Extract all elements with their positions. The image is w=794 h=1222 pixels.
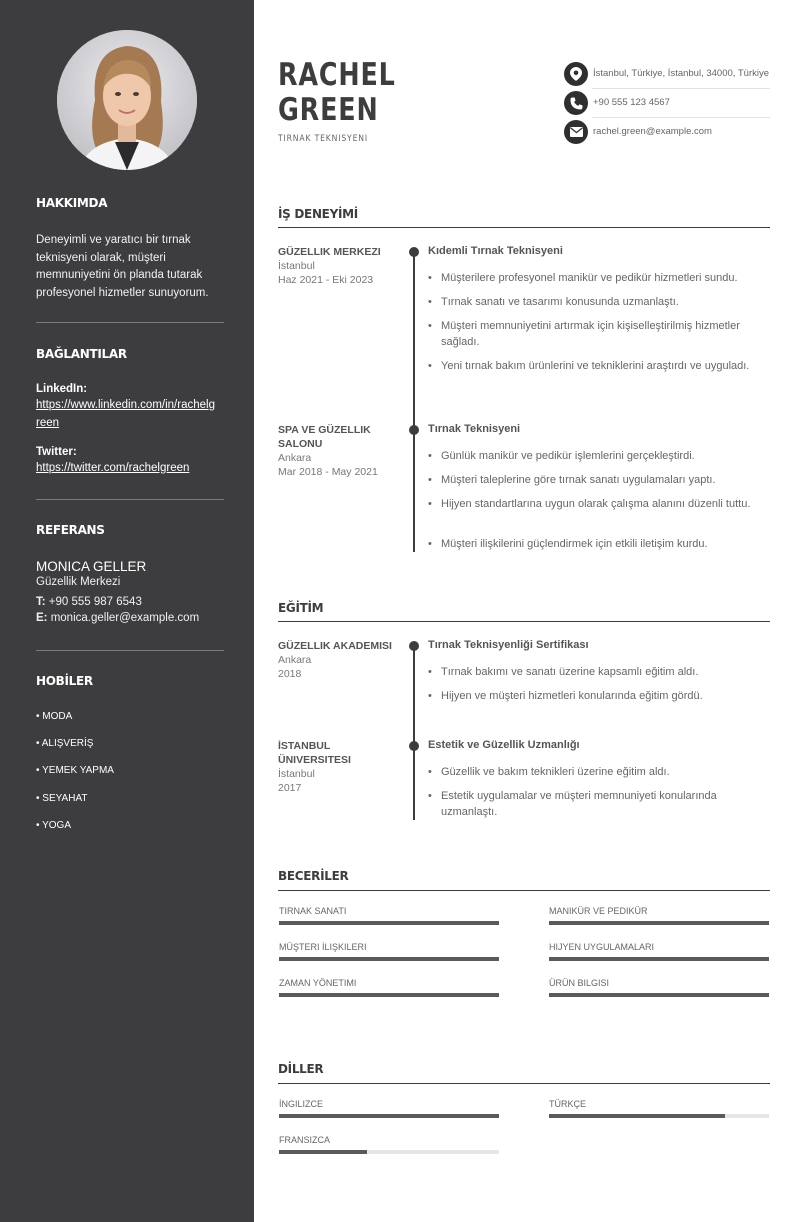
org-name: İSTANBUL ÜNIVERSITESI xyxy=(278,740,351,766)
portrait-photo-icon xyxy=(57,30,197,170)
last-name: GREEN xyxy=(278,92,379,128)
skill-bar xyxy=(279,993,499,997)
skills-heading: BECERİLER xyxy=(278,869,349,883)
org-city: İstanbul xyxy=(278,768,315,780)
about-text: Deneyimli ve yaratıcı bir tırnak teknisyeni olarak, müşteri memnuniyetini ön planda tutarak profesyonel hizmetler sunuyorum. xyxy=(36,234,209,299)
bullet-item: • Günlük manikür ve pedikür işlemlerini gerçekleştirdi. xyxy=(428,448,770,464)
contact-divider xyxy=(592,88,770,89)
role-title: Tırnak Teknisyeni xyxy=(428,423,521,435)
skill-label: TIRNAK SANATI xyxy=(279,906,347,916)
org-dates: Mar 2018 - May 2021 xyxy=(278,466,378,478)
section-rule xyxy=(278,890,770,891)
bullet-item: • Yeni tırnak bakım ürünlerini ve tekniklerini araştırdı ve uyguladı. xyxy=(428,358,770,374)
linkedin-block xyxy=(36,383,218,431)
skill-label: MÜŞTERI İLIŞKILERI xyxy=(279,942,367,952)
twitter-label: Twitter: xyxy=(36,446,77,458)
contact-address xyxy=(564,62,770,86)
sidebar xyxy=(0,0,254,1222)
contact-divider xyxy=(592,117,770,118)
skill-bar-fill xyxy=(549,957,769,961)
org-dates: Haz 2021 - Eki 2023 xyxy=(278,274,374,286)
hobby-item: • YEMEK YAPMA xyxy=(36,765,114,776)
language-bar-fill xyxy=(549,1114,725,1118)
skill-bar-fill xyxy=(279,993,499,997)
skill-bar-fill xyxy=(549,921,769,925)
timeline-dot xyxy=(409,425,419,435)
job-title: TIRNAK TEKNISYENI xyxy=(278,134,368,144)
twitter-block xyxy=(36,446,226,476)
org-city: Ankara xyxy=(278,452,312,464)
role-title: Kıdemli Tırnak Teknisyeni xyxy=(428,245,563,257)
language-bar xyxy=(279,1150,499,1154)
divider xyxy=(36,499,224,500)
phone-text: +90 555 123 4567 xyxy=(593,97,670,108)
hobby-item: • MODA xyxy=(36,711,73,722)
skill-bar-fill xyxy=(279,921,499,925)
timeline-line xyxy=(413,645,415,820)
reference-phone xyxy=(36,594,226,610)
hobby-item: • SEYAHAT xyxy=(36,793,88,804)
skill-bar xyxy=(549,993,769,997)
phone-label: T: xyxy=(36,596,46,608)
timeline-line xyxy=(413,252,415,552)
section-rule xyxy=(278,621,770,622)
degree-title: Tırnak Teknisyenliği Sertifikası xyxy=(428,639,589,651)
bullet-item: • Müşteri ilişkilerini güçlendirmek için etkili iletişim kurdu. xyxy=(428,536,770,552)
envelope-icon xyxy=(564,120,588,144)
linkedin-label: LinkedIn: xyxy=(36,383,88,395)
reference-heading: REFERANS xyxy=(36,523,105,537)
reference-email xyxy=(36,610,226,626)
skill-label: ÜRÜN BILGISI xyxy=(549,978,610,988)
bullet-item: • Estetik uygulamalar ve müşteri memnuniyeti konularında uzmanlaştı. xyxy=(428,788,770,820)
timeline-dot xyxy=(409,641,419,651)
location-pin-icon xyxy=(564,62,588,86)
bullet-item: • Güzellik ve bakım teknikleri üzerine eğitim aldı. xyxy=(428,764,770,780)
education-heading: EĞİTİM xyxy=(278,601,324,615)
language-label: İNGILIZCE xyxy=(279,1099,324,1109)
contact-phone xyxy=(564,91,770,115)
section-rule xyxy=(278,227,770,228)
language-label: TÜRKÇE xyxy=(549,1099,587,1109)
twitter-link[interactable]: https://twitter.com/rachelgreen xyxy=(36,462,190,474)
bullet-item: • Müşterilere profesyonel manikür ve pedikür hizmetleri sundu. xyxy=(428,270,770,286)
bullet-item: • Tırnak sanatı ve tasarımı konusunda uzmanlaştı. xyxy=(428,294,770,310)
phone-icon xyxy=(564,91,588,115)
skill-label: MANIKÜR VE PEDIKÜR xyxy=(549,906,648,916)
language-bar-fill xyxy=(279,1114,499,1118)
address-text: İstanbul, Türkiye, İstanbul, 34000, Türkiye xyxy=(593,68,770,79)
divider xyxy=(36,322,224,323)
org-dates: 2018 xyxy=(278,668,302,680)
timeline-dot xyxy=(409,247,419,257)
skill-bar xyxy=(549,957,769,961)
language-bar xyxy=(279,1114,499,1118)
language-bar xyxy=(549,1114,769,1118)
org-city: İstanbul xyxy=(278,260,315,272)
org-name: SPA VE GÜZELLIK SALONU xyxy=(278,424,371,450)
reference-phone-value: +90 555 987 6543 xyxy=(48,596,142,608)
section-rule xyxy=(278,1083,770,1084)
skill-label: ZAMAN YÖNETIMI xyxy=(279,978,357,988)
org-name: GÜZELLIK AKADEMISI xyxy=(278,640,392,652)
person-name xyxy=(278,58,396,128)
avatar xyxy=(57,30,197,170)
reference-name: MONICA GELLER xyxy=(36,559,147,574)
experience-org xyxy=(278,245,396,287)
skill-label: HIJYEN UYGULAMALARI xyxy=(549,942,655,952)
first-name: RACHEL xyxy=(278,57,396,93)
reference-company: Güzellik Merkezi xyxy=(36,576,121,588)
bullet-item: • Hijyen ve müşteri hizmetleri konularında eğitim gördü. xyxy=(428,688,770,704)
contact-email xyxy=(564,120,770,144)
degree-title: Estetik ve Güzellik Uzmanlığı xyxy=(428,739,580,751)
timeline-dot xyxy=(409,741,419,751)
skill-bar xyxy=(279,957,499,961)
skill-bar-fill xyxy=(279,957,499,961)
language-bar-fill xyxy=(279,1150,367,1154)
bullet-item: • Müşteri memnuniyetini artırmak için kişiselleştirilmiş hizmetler sağladı. xyxy=(428,318,770,350)
hobbies-heading: HOBİLER xyxy=(36,674,93,688)
divider xyxy=(36,650,224,651)
linkedin-link[interactable]: https://www.linkedin.com/in/rachelgreen xyxy=(36,399,215,429)
skill-bar xyxy=(549,921,769,925)
email-text: rachel.green@example.com xyxy=(593,126,712,137)
skill-bar-fill xyxy=(549,993,769,997)
experience-heading: İŞ DENEYİMİ xyxy=(278,207,358,221)
bullet-item: • Hijyen standartlarına uygun olarak çalışma alanını düzenli tuttu. xyxy=(428,496,770,512)
skill-bar xyxy=(279,921,499,925)
org-dates: 2017 xyxy=(278,782,302,794)
language-label: FRANSIZCA xyxy=(279,1135,331,1145)
education-org xyxy=(278,739,396,795)
experience-org xyxy=(278,423,396,479)
links-heading: BAĞLANTILAR xyxy=(36,347,127,361)
reference-email-value: monica.geller@example.com xyxy=(50,612,200,624)
org-name: GÜZELLIK MERKEZI xyxy=(278,246,381,258)
reference-block xyxy=(36,559,226,626)
education-org xyxy=(278,639,396,681)
email-label: E: xyxy=(36,612,48,624)
org-city: Ankara xyxy=(278,654,312,666)
bullet-item: • Müşteri taleplerine göre tırnak sanatı uygulamaları yaptı. xyxy=(428,472,770,488)
about-heading: HAKKIMDA xyxy=(36,196,108,210)
bullet-item: • Tırnak bakımı ve sanatı üzerine kapsamlı eğitim aldı. xyxy=(428,664,770,680)
languages-heading: DİLLER xyxy=(278,1062,324,1076)
hobby-item: • YOGA xyxy=(36,820,71,831)
hobby-item: • ALIŞVERİŞ xyxy=(36,738,94,749)
